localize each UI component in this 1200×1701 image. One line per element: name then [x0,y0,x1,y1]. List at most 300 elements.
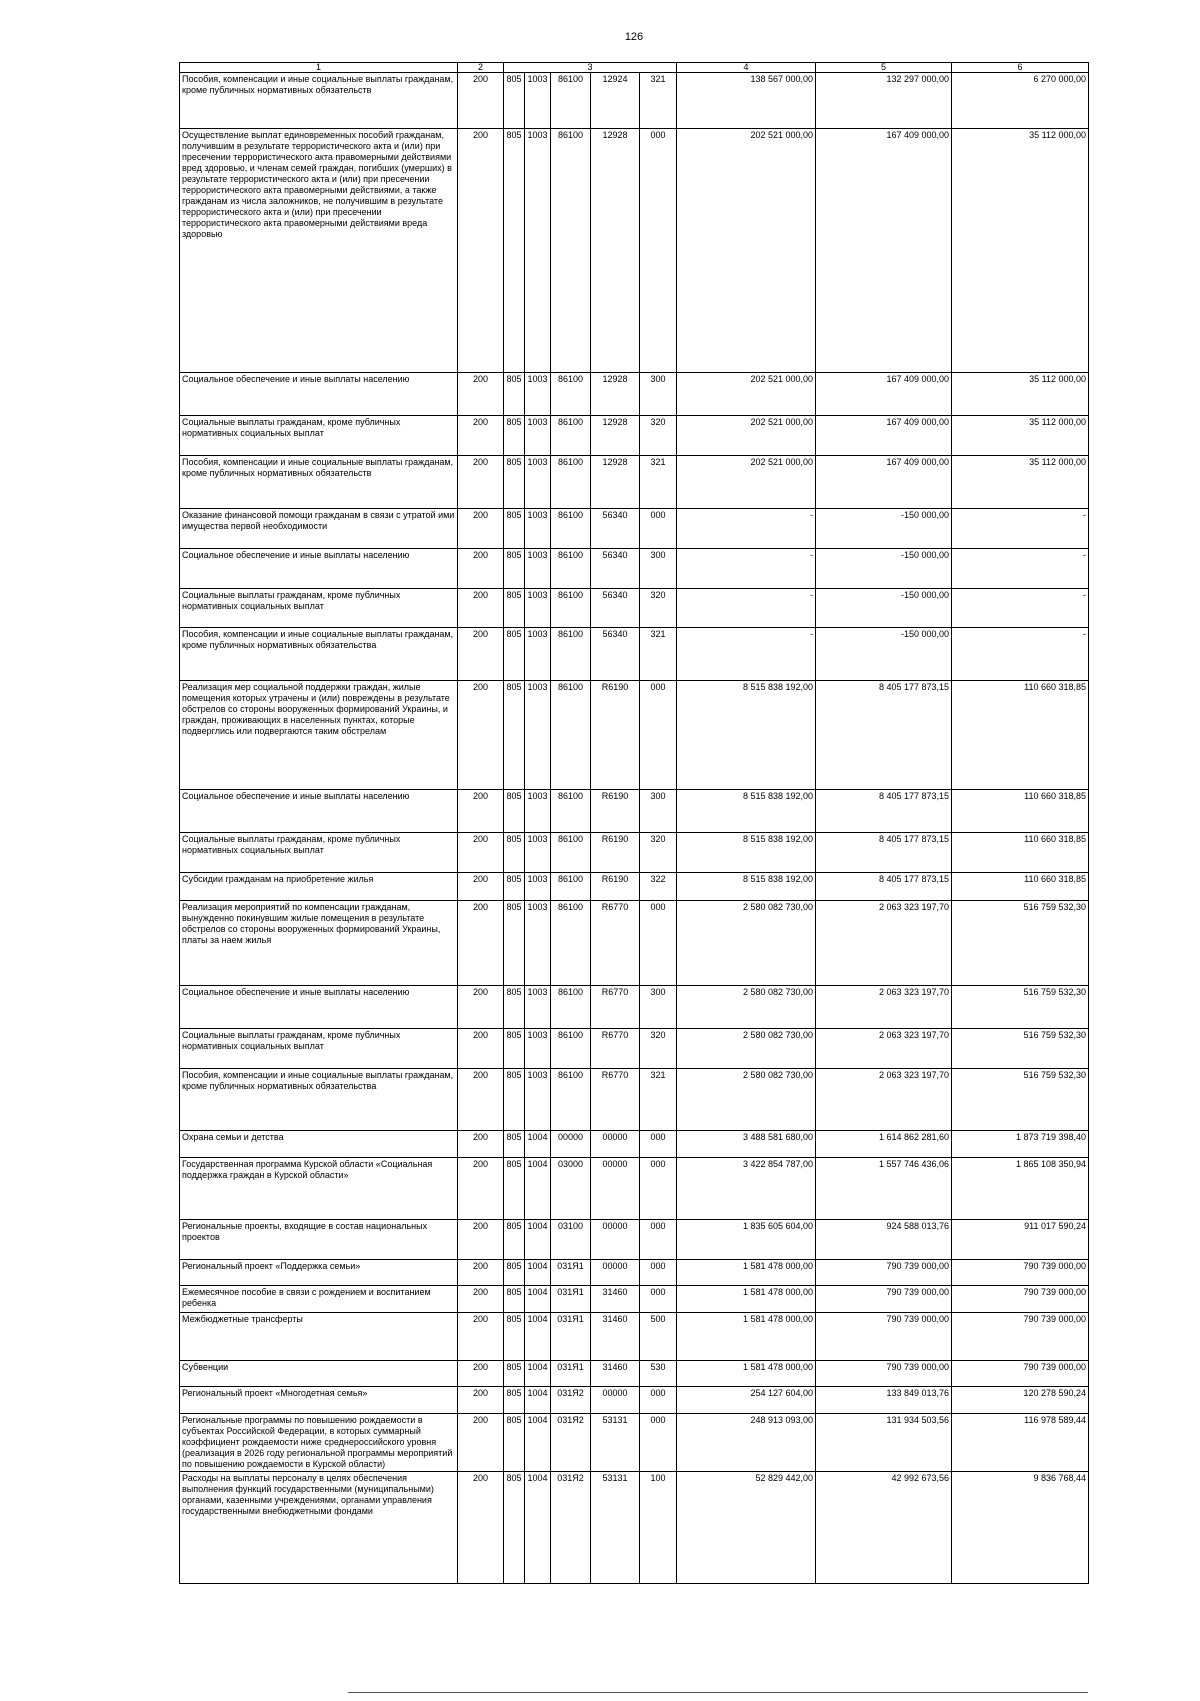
row-v4-cell: 202 521 000,00 [677,373,816,416]
table-row [180,129,1089,373]
row-v5-cell: 924 588 013,76 [816,1220,952,1260]
table-row [180,1069,1089,1131]
row-c2-cell: 805 [504,1414,525,1472]
row-v6-cell: 110 660 318,85 [952,833,1089,873]
row-c1-cell: 200 [458,373,504,416]
row-c5-cell: 56340 [591,589,640,628]
row-v5-cell: -150 000,00 [816,509,952,549]
row-c4-cell: 86100 [551,873,591,901]
row-c3-cell: 1003 [525,1069,551,1131]
table-row [180,873,1089,901]
table-row [180,1260,1089,1286]
row-v4-cell: - [677,509,816,549]
row-v4-cell: 254 127 604,00 [677,1387,816,1414]
row-c6-cell: 322 [640,873,677,901]
row-c6-cell: 300 [640,373,677,416]
row-c1-cell: 200 [458,456,504,509]
row-v6-cell: 35 112 000,00 [952,456,1089,509]
row-v5-cell: 790 739 000,00 [816,1361,952,1387]
row-c2-cell: 805 [504,1471,525,1583]
row-c5-cell: 12924 [591,73,640,129]
row-c3-cell: 1004 [525,1158,551,1220]
row-v4-cell: 8 515 838 192,00 [677,790,816,833]
row-v5-cell: 42 992 673,56 [816,1471,952,1583]
row-c3-cell: 1004 [525,1131,551,1158]
row-c6-cell: 000 [640,1286,677,1313]
row-c5-cell: 53131 [591,1471,640,1583]
row-name-cell: Государственная программа Курской области «Социальная поддержка граждан в Курской области» [180,1158,458,1220]
row-name-cell: Региональный проект «Многодетная семья» [180,1387,458,1414]
page-number: 126 [624,31,644,43]
row-c5-cell: R6190 [591,790,640,833]
row-c4-cell: 03000 [551,1158,591,1220]
row-v6-cell: 1 873 719 398,40 [952,1131,1089,1158]
row-c3-cell: 1003 [525,790,551,833]
row-v6-cell: - [952,549,1089,589]
row-c5-cell: 00000 [591,1387,640,1414]
row-v4-cell: 8 515 838 192,00 [677,873,816,901]
header-col-2: 2 [458,63,504,73]
row-c3-cell: 1003 [525,129,551,373]
row-c4-cell: 86100 [551,456,591,509]
row-c1-cell: 200 [458,681,504,790]
row-c5-cell: 56340 [591,549,640,589]
row-v6-cell: 516 759 532,30 [952,901,1089,986]
table-row [180,790,1089,833]
row-c2-cell: 805 [504,1029,525,1069]
row-c3-cell: 1003 [525,589,551,628]
row-v5-cell: 132 297 000,00 [816,73,952,129]
row-v4-cell: 3 488 581 680,00 [677,1131,816,1158]
row-c4-cell: 86100 [551,73,591,129]
row-c3-cell: 1003 [525,986,551,1029]
row-name-cell: Пособия, компенсации и иные социальные выплаты гражданам, кроме публичных нормативных обязательств [180,73,458,129]
row-c1-cell: 200 [458,986,504,1029]
row-c5-cell: R6770 [591,1069,640,1131]
row-c1-cell: 200 [458,1313,504,1361]
row-c2-cell: 805 [504,1069,525,1131]
row-name-cell: Осуществление выплат единовременных пособий гражданам, получившим в результате террористического акта и (или) при пресечении террористического акта правомерными действиями вред здоровью, и членам семей граждан, погибших (умерших) в результате террористического акта и (или) при пресечении террористического акта правомерными действиями, а также гражданам из числа заложников, не получившим в результате террористического акта и (или) при пресечении террористического акта правомерными действиями вреда здоровью [180,129,458,373]
table-row [180,1313,1089,1361]
row-c3-cell: 1003 [525,681,551,790]
row-name-cell: Пособия, компенсации и иные социальные выплаты гражданам, кроме публичных нормативных обязательств [180,456,458,509]
row-v6-cell: 9 836 768,44 [952,1471,1089,1583]
row-c2-cell: 805 [504,873,525,901]
row-v6-cell: 790 739 000,00 [952,1313,1089,1361]
row-v4-cell: - [677,589,816,628]
row-c4-cell: 031Я2 [551,1387,591,1414]
row-c5-cell: R6770 [591,1029,640,1069]
row-c2-cell: 805 [504,1260,525,1286]
row-c4-cell: 86100 [551,681,591,790]
table-row [180,1387,1089,1414]
row-c5-cell: 12928 [591,416,640,456]
row-v4-cell: 202 521 000,00 [677,129,816,373]
row-v6-cell: 516 759 532,30 [952,1069,1089,1131]
row-c3-cell: 1003 [525,628,551,681]
row-v4-cell: 2 580 082 730,00 [677,1029,816,1069]
row-c4-cell: 86100 [551,833,591,873]
row-c4-cell: 031Я1 [551,1260,591,1286]
row-c1-cell: 200 [458,901,504,986]
row-c1-cell: 200 [458,589,504,628]
row-v5-cell: 1 557 746 436,06 [816,1158,952,1220]
header-col-4: 4 [677,63,816,73]
row-c1-cell: 200 [458,1286,504,1313]
row-name-cell: Социальные выплаты гражданам, кроме публичных нормативных социальных выплат [180,589,458,628]
row-c3-cell: 1004 [525,1220,551,1260]
row-c2-cell: 805 [504,456,525,509]
row-c5-cell: 00000 [591,1131,640,1158]
row-c3-cell: 1003 [525,901,551,986]
row-v4-cell: 2 580 082 730,00 [677,1069,816,1131]
row-c3-cell: 1004 [525,1414,551,1472]
bottom-rule [348,1692,1088,1693]
row-c5-cell: 31460 [591,1313,640,1361]
row-v5-cell: -150 000,00 [816,549,952,589]
row-c4-cell: 86100 [551,901,591,986]
row-c3-cell: 1003 [525,549,551,589]
header-col-5: 5 [816,63,952,73]
row-v5-cell: -150 000,00 [816,589,952,628]
header-col-6: 6 [952,63,1089,73]
row-c2-cell: 805 [504,129,525,373]
row-c2-cell: 805 [504,509,525,549]
header-col-3: 3 [504,63,677,73]
table-row [180,73,1089,129]
row-c4-cell: 031Я2 [551,1471,591,1583]
row-c1-cell: 200 [458,790,504,833]
row-name-cell: Социальные выплаты гражданам, кроме публичных нормативных социальных выплат [180,416,458,456]
row-c1-cell: 200 [458,1260,504,1286]
table-row [180,589,1089,628]
row-name-cell: Социальное обеспечение и иные выплаты населению [180,549,458,589]
row-c3-cell: 1004 [525,1286,551,1313]
row-c1-cell: 200 [458,549,504,589]
row-v4-cell: 2 580 082 730,00 [677,986,816,1029]
row-c6-cell: 530 [640,1361,677,1387]
row-c4-cell: 86100 [551,1029,591,1069]
row-c3-cell: 1004 [525,1471,551,1583]
row-c3-cell: 1003 [525,416,551,456]
table-row [180,1471,1089,1583]
table-row [180,986,1089,1029]
row-c3-cell: 1004 [525,1313,551,1361]
row-c5-cell: R6190 [591,833,640,873]
row-v6-cell: - [952,628,1089,681]
row-name-cell: Пособия, компенсации и иные социальные выплаты гражданам, кроме публичных нормативных обязательства [180,1069,458,1131]
row-v5-cell: 8 405 177 873,15 [816,873,952,901]
row-c2-cell: 805 [504,1131,525,1158]
row-c4-cell: 86100 [551,549,591,589]
row-c1-cell: 200 [458,129,504,373]
row-c5-cell: 00000 [591,1158,640,1220]
row-name-cell: Региональные проекты, входящие в состав национальных проектов [180,1220,458,1260]
table-row [180,833,1089,873]
row-name-cell: Субсидии гражданам на приобретение жилья [180,873,458,901]
row-c4-cell: 86100 [551,986,591,1029]
row-c6-cell: 100 [640,1471,677,1583]
row-v6-cell: 35 112 000,00 [952,416,1089,456]
row-c2-cell: 805 [504,901,525,986]
row-c3-cell: 1003 [525,509,551,549]
row-c4-cell: 031Я1 [551,1313,591,1361]
row-c3-cell: 1003 [525,1029,551,1069]
row-c4-cell: 03100 [551,1220,591,1260]
row-v6-cell: 35 112 000,00 [952,129,1089,373]
row-c2-cell: 805 [504,373,525,416]
row-name-cell: Субвенции [180,1361,458,1387]
row-c1-cell: 200 [458,1029,504,1069]
row-c6-cell: 000 [640,1131,677,1158]
row-c2-cell: 805 [504,1361,525,1387]
row-c6-cell: 321 [640,628,677,681]
row-v4-cell: - [677,549,816,589]
row-v6-cell: 6 270 000,00 [952,73,1089,129]
row-name-cell: Межбюджетные трансферты [180,1313,458,1361]
row-v5-cell: 8 405 177 873,15 [816,833,952,873]
row-c4-cell: 86100 [551,589,591,628]
row-c6-cell: 000 [640,1260,677,1286]
row-name-cell: Региональные программы по повышению рождаемости в субъектах Российской Федерации, в которых суммарный коэффициент рождаемости ниже среднероссийского уровня (реализация в 2026 году региональной программы мероприятий по повышению рождаемости в Курской области) [180,1414,458,1472]
row-v6-cell: - [952,509,1089,549]
row-c4-cell: 031Я1 [551,1361,591,1387]
row-c1-cell: 200 [458,833,504,873]
row-c1-cell: 200 [458,1471,504,1583]
row-c2-cell: 805 [504,1286,525,1313]
row-c3-cell: 1003 [525,873,551,901]
table-row [180,1361,1089,1387]
row-c2-cell: 805 [504,589,525,628]
row-v5-cell: -150 000,00 [816,628,952,681]
row-c4-cell: 00000 [551,1131,591,1158]
row-v5-cell: 167 409 000,00 [816,416,952,456]
row-c2-cell: 805 [504,790,525,833]
row-c4-cell: 86100 [551,790,591,833]
row-v6-cell: 110 660 318,85 [952,873,1089,901]
table-row [180,628,1089,681]
row-c5-cell: 12928 [591,129,640,373]
row-c4-cell: 86100 [551,129,591,373]
row-v4-cell: 138 567 000,00 [677,73,816,129]
row-v4-cell: - [677,628,816,681]
row-v4-cell: 1 835 605 604,00 [677,1220,816,1260]
row-v6-cell: 35 112 000,00 [952,373,1089,416]
row-c6-cell: 320 [640,589,677,628]
row-v4-cell: 1 581 478 000,00 [677,1361,816,1387]
row-v5-cell: 2 063 323 197,70 [816,1069,952,1131]
row-c1-cell: 200 [458,1361,504,1387]
row-c5-cell: 00000 [591,1260,640,1286]
row-c5-cell: 12928 [591,373,640,416]
row-v6-cell: 790 739 000,00 [952,1361,1089,1387]
row-c6-cell: 321 [640,73,677,129]
row-v6-cell: 790 739 000,00 [952,1286,1089,1313]
row-v5-cell: 8 405 177 873,15 [816,790,952,833]
row-c4-cell: 86100 [551,628,591,681]
row-c4-cell: 031Я2 [551,1414,591,1472]
row-c5-cell: 00000 [591,1220,640,1260]
row-name-cell: Реализация мер социальной поддержки граждан, жилые помещения которых утрачены и (или) повреждены в результате обстрелов со стороны вооруженных формирований Украины, и граждан, проживающих в населенных пунктах, которые подверглись или подвергаются таким обстрелам [180,681,458,790]
row-c2-cell: 805 [504,416,525,456]
row-v5-cell: 790 739 000,00 [816,1260,952,1286]
row-c3-cell: 1003 [525,73,551,129]
table-row [180,456,1089,509]
table-row [180,1131,1089,1158]
row-c2-cell: 805 [504,1313,525,1361]
row-v5-cell: 2 063 323 197,70 [816,1029,952,1069]
row-v4-cell: 8 515 838 192,00 [677,833,816,873]
row-c5-cell: 31460 [591,1361,640,1387]
row-c6-cell: 000 [640,1414,677,1472]
row-name-cell: Охрана семьи и детства [180,1131,458,1158]
row-c4-cell: 86100 [551,373,591,416]
row-c2-cell: 805 [504,1387,525,1414]
row-c2-cell: 805 [504,1220,525,1260]
row-c2-cell: 805 [504,681,525,790]
budget-table [179,62,1089,1584]
table-row [180,1158,1089,1220]
row-v4-cell: 8 515 838 192,00 [677,681,816,790]
row-c6-cell: 500 [640,1313,677,1361]
row-c4-cell: 86100 [551,416,591,456]
row-name-cell: Реализация мероприятий по компенсации гражданам, вынужденно покинувшим жилые помещения в результате обстрелов со стороны вооруженных формирований Украины, платы за наем жилья [180,901,458,986]
row-v5-cell: 790 739 000,00 [816,1286,952,1313]
row-c5-cell: 56340 [591,628,640,681]
row-v5-cell: 167 409 000,00 [816,456,952,509]
row-v4-cell: 1 581 478 000,00 [677,1313,816,1361]
row-name-cell: Оказание финансовой помощи гражданам в связи с утратой ими имущества первой необходимости [180,509,458,549]
row-c2-cell: 805 [504,549,525,589]
row-v6-cell: 516 759 532,30 [952,1029,1089,1069]
row-c6-cell: 300 [640,986,677,1029]
table-row [180,1286,1089,1313]
row-c1-cell: 200 [458,1220,504,1260]
row-v5-cell: 167 409 000,00 [816,373,952,416]
row-c1-cell: 200 [458,628,504,681]
row-v4-cell: 1 581 478 000,00 [677,1260,816,1286]
row-v5-cell: 2 063 323 197,70 [816,986,952,1029]
row-c6-cell: 300 [640,790,677,833]
row-c3-cell: 1003 [525,373,551,416]
row-c5-cell: 56340 [591,509,640,549]
row-v4-cell: 52 829 442,00 [677,1471,816,1583]
row-c6-cell: 321 [640,1069,677,1131]
row-c6-cell: 000 [640,509,677,549]
row-name-cell: Региональный проект «Поддержка семьи» [180,1260,458,1286]
row-c3-cell: 1003 [525,456,551,509]
table-row [180,509,1089,549]
row-c1-cell: 200 [458,416,504,456]
row-c6-cell: 300 [640,549,677,589]
row-c1-cell: 200 [458,509,504,549]
row-c6-cell: 000 [640,129,677,373]
row-c2-cell: 805 [504,628,525,681]
row-v5-cell: 8 405 177 873,15 [816,681,952,790]
row-c4-cell: 86100 [551,1069,591,1131]
row-c6-cell: 000 [640,1220,677,1260]
row-v4-cell: 3 422 854 787,00 [677,1158,816,1220]
table-row [180,681,1089,790]
row-c1-cell: 200 [458,1158,504,1220]
row-c5-cell: 12928 [591,456,640,509]
row-c6-cell: 000 [640,681,677,790]
row-v5-cell: 1 614 862 281,60 [816,1131,952,1158]
row-c5-cell: R6190 [591,873,640,901]
table-row [180,1029,1089,1069]
row-v6-cell: 110 660 318,85 [952,790,1089,833]
row-name-cell: Социальные выплаты гражданам, кроме публичных нормативных социальных выплат [180,1029,458,1069]
row-c4-cell: 031Я1 [551,1286,591,1313]
row-v6-cell: 120 278 590,24 [952,1387,1089,1414]
row-v5-cell: 133 849 013,76 [816,1387,952,1414]
row-c1-cell: 200 [458,873,504,901]
table-row [180,416,1089,456]
row-v4-cell: 2 580 082 730,00 [677,901,816,986]
row-c6-cell: 320 [640,1029,677,1069]
row-v6-cell: 790 739 000,00 [952,1260,1089,1286]
row-c1-cell: 200 [458,1387,504,1414]
row-name-cell: Социальное обеспечение и иные выплаты населению [180,790,458,833]
row-v5-cell: 167 409 000,00 [816,129,952,373]
table-row [180,549,1089,589]
row-v4-cell: 248 913 093,00 [677,1414,816,1472]
row-c1-cell: 200 [458,1069,504,1131]
row-c1-cell: 200 [458,1131,504,1158]
table-row [180,1414,1089,1472]
row-c3-cell: 1004 [525,1361,551,1387]
row-v6-cell: 911 017 590,24 [952,1220,1089,1260]
row-c2-cell: 805 [504,986,525,1029]
row-c4-cell: 86100 [551,509,591,549]
row-c6-cell: 321 [640,456,677,509]
row-c1-cell: 200 [458,1414,504,1472]
row-c5-cell: 53131 [591,1414,640,1472]
header-col-1: 1 [180,63,458,73]
row-name-cell: Пособия, компенсации и иные социальные выплаты гражданам, кроме публичных нормативных обязательства [180,628,458,681]
row-v5-cell: 790 739 000,00 [816,1313,952,1361]
table-row [180,901,1089,986]
row-v6-cell: 116 978 589,44 [952,1414,1089,1472]
row-c5-cell: R6770 [591,901,640,986]
row-c5-cell: R6770 [591,986,640,1029]
row-c5-cell: 31460 [591,1286,640,1313]
row-c2-cell: 805 [504,73,525,129]
row-name-cell: Расходы на выплаты персоналу в целях обеспечения выполнения функций государственными (муниципальными) органами, казенными учреждениями, органами управления государственными внебюджетными фондами [180,1471,458,1583]
row-c5-cell: R6190 [591,681,640,790]
row-v4-cell: 1 581 478 000,00 [677,1286,816,1313]
row-c6-cell: 320 [640,416,677,456]
row-c3-cell: 1004 [525,1387,551,1414]
row-v5-cell: 2 063 323 197,70 [816,901,952,986]
row-c2-cell: 805 [504,833,525,873]
row-c6-cell: 320 [640,833,677,873]
row-c6-cell: 000 [640,1387,677,1414]
row-c2-cell: 805 [504,1158,525,1220]
row-c6-cell: 000 [640,901,677,986]
row-v6-cell: - [952,589,1089,628]
row-c3-cell: 1003 [525,833,551,873]
row-c6-cell: 000 [640,1158,677,1220]
table-row [180,1220,1089,1260]
row-v4-cell: 202 521 000,00 [677,416,816,456]
row-c3-cell: 1004 [525,1260,551,1286]
row-v5-cell: 131 934 503,56 [816,1414,952,1472]
header-row [180,63,1089,73]
row-v4-cell: 202 521 000,00 [677,456,816,509]
table-row [180,373,1089,416]
row-v6-cell: 110 660 318,85 [952,681,1089,790]
